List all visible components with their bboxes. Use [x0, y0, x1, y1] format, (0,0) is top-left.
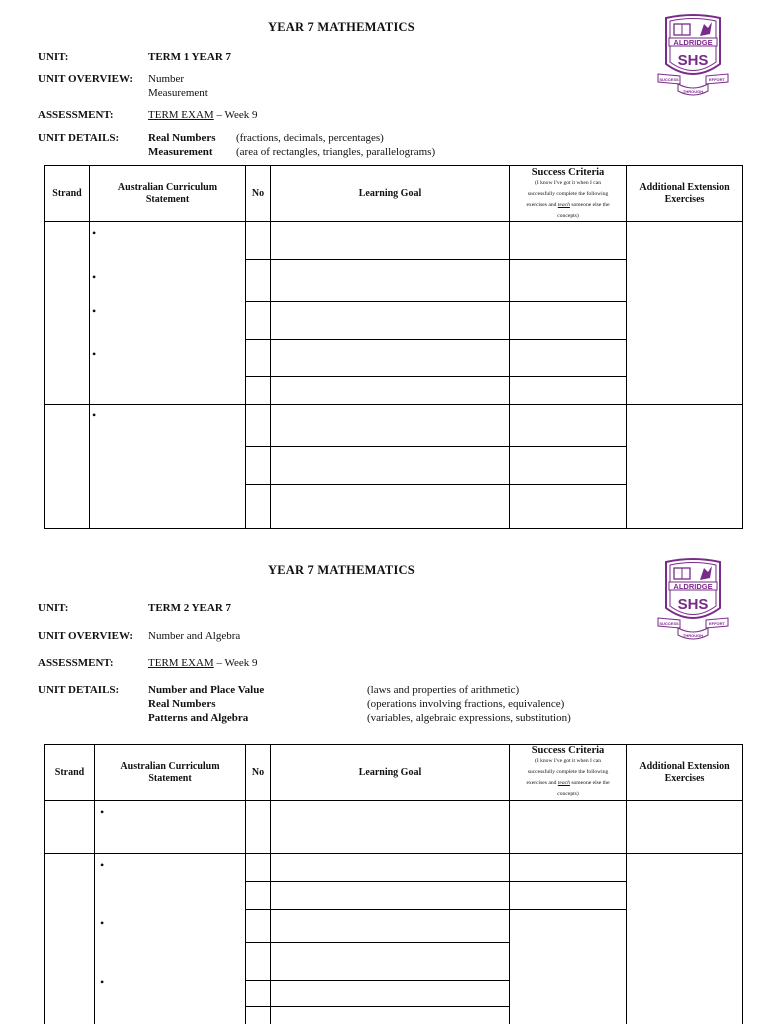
- header-success-criteria: Success Criteria (I know I've got it when I can successfully complete the following exercises and teach someone else the concepts): [526, 745, 610, 797]
- detail-topic: Real Numbers: [148, 698, 216, 710]
- detail-topic: Patterns and Algebra: [148, 712, 249, 724]
- svg-text:ALDRIDGE: ALDRIDGE: [673, 582, 713, 591]
- header-no: No: [251, 187, 265, 199]
- details-label: UNIT DETAILS:: [38, 132, 120, 144]
- detail-desc: (laws and properties of arithmetic): [367, 684, 520, 696]
- unit-label: UNIT:: [38, 51, 69, 63]
- svg-text:EFFORT: EFFORT: [709, 621, 725, 626]
- header-curriculum-statement: Australian Curriculum Statement: [120, 761, 220, 784]
- page-title: YEAR 7 MATHEMATICS: [268, 563, 415, 577]
- detail-desc: (operations involving fractions, equivalence): [367, 698, 565, 710]
- details-label: UNIT DETAILS:: [38, 684, 120, 696]
- statement-bullet: •: [92, 347, 97, 361]
- header-learning-goal: Learning Goal: [358, 766, 422, 778]
- page-title: YEAR 7 MATHEMATICS: [268, 20, 415, 34]
- header-strand: Strand: [54, 766, 85, 778]
- overview-line: Number and Algebra: [148, 630, 241, 642]
- svg-text:EFFORT: EFFORT: [709, 77, 725, 82]
- unit-value: TERM 1 YEAR 7: [148, 51, 232, 63]
- detail-topic: Real Numbers: [148, 132, 216, 144]
- statement-bullet: •: [100, 858, 105, 872]
- detail-desc: (variables, algebraic expressions, substitution): [367, 712, 571, 724]
- statement-bullet: •: [100, 916, 105, 930]
- statement-bullet: •: [92, 408, 97, 422]
- statement-bullet: •: [100, 805, 105, 819]
- detail-desc: (area of rectangles, triangles, parallelograms): [236, 146, 436, 158]
- statement-bullet: •: [92, 226, 97, 240]
- detail-topic: Measurement: [148, 146, 213, 158]
- detail-topic: Number and Place Value: [148, 684, 265, 696]
- unit-label: UNIT:: [38, 602, 69, 614]
- detail-desc: (fractions, decimals, percentages): [236, 132, 384, 144]
- statement-bullet: •: [92, 304, 97, 318]
- header-success-criteria: Success Criteria (I know I've got it when I can successfully complete the following exercises and teach someone else the concepts): [526, 167, 610, 219]
- assessment-value: TERM EXAM – Week 9: [148, 109, 258, 121]
- svg-text:THROUGH: THROUGH: [682, 89, 704, 94]
- svg-text:ALDRIDGE: ALDRIDGE: [673, 38, 713, 47]
- overview-line: Number: [148, 73, 185, 85]
- overview-label: UNIT OVERVIEW:: [38, 73, 134, 85]
- assessment-label: ASSESSMENT:: [38, 657, 114, 669]
- header-strand: Strand: [52, 187, 82, 199]
- svg-text:SHS: SHS: [677, 596, 709, 613]
- assessment-label: ASSESSMENT:: [38, 109, 114, 121]
- header-learning-goal: Learning Goal: [358, 187, 422, 199]
- svg-text:SUCCESS: SUCCESS: [659, 621, 679, 626]
- statement-bullet: •: [100, 975, 105, 989]
- header-curriculum-statement: Australian Curriculum Statement: [117, 182, 218, 205]
- header-extension-exercises: Additional Extension Exercises: [639, 182, 730, 205]
- header-no: No: [251, 766, 265, 778]
- header-extension-exercises: Additional Extension Exercises: [639, 761, 730, 784]
- statement-bullet: •: [92, 270, 97, 284]
- svg-text:THROUGH: THROUGH: [682, 633, 704, 638]
- overview-label: UNIT OVERVIEW:: [38, 630, 134, 642]
- unit-value: TERM 2 YEAR 7: [148, 602, 232, 614]
- assessment-value: TERM EXAM – Week 9: [148, 657, 258, 669]
- overview-line: Measurement: [148, 87, 208, 99]
- svg-text:SUCCESS: SUCCESS: [659, 77, 679, 82]
- svg-text:SHS: SHS: [677, 52, 709, 69]
